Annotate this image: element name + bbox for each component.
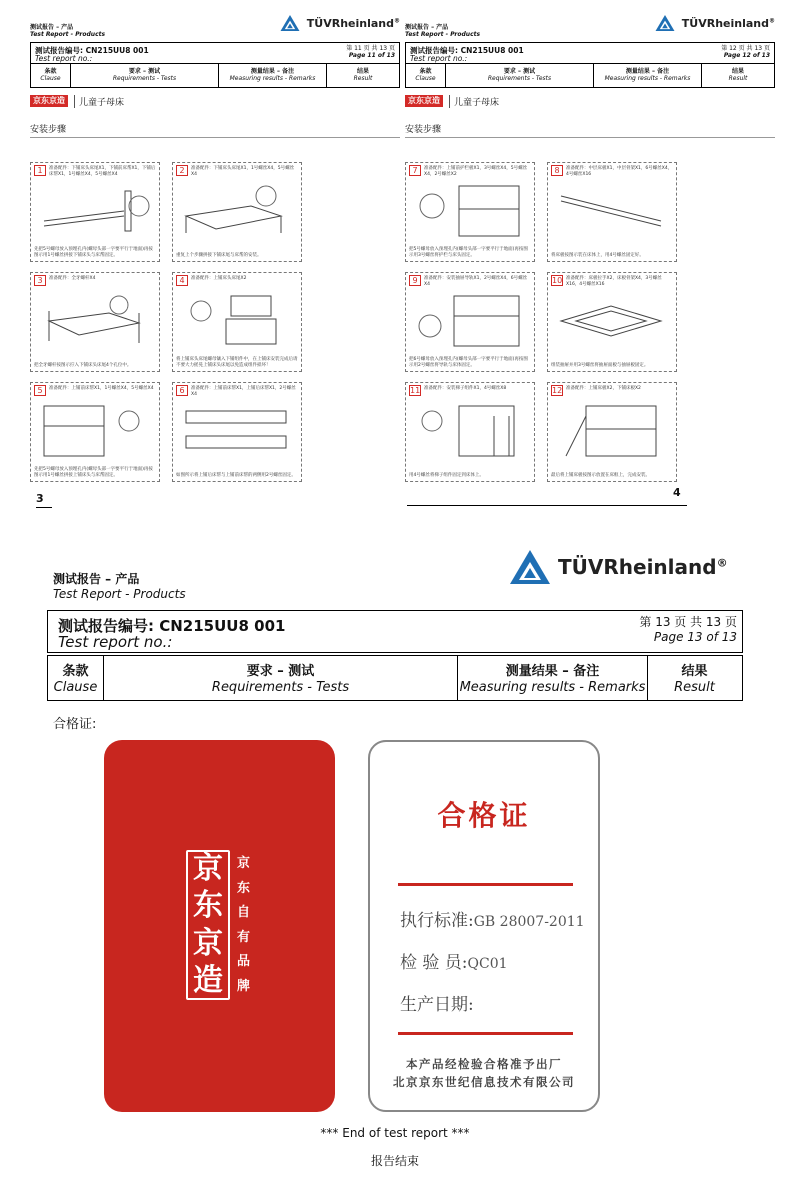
mini-header [30, 12, 400, 42]
step-panel [405, 382, 535, 482]
product-name: 儿童子母床 [449, 95, 499, 108]
step-parts: 准备配件：上铺前护栏板X1，3号螺丝X4，5号螺丝X4，2号螺丝X2 [424, 166, 528, 177]
mini-report-number: 测试报告编号: CN215UU8 001 [410, 46, 524, 55]
certificate-title: 合格证 [437, 799, 531, 832]
mini-brand-bar [30, 94, 400, 108]
mini-report-number-box [405, 42, 775, 64]
col-measuring: 测量结果 – 备注 Measuring results - Remarks [458, 656, 648, 700]
step-parts: 准备配件：上铺床头床尾X2 [191, 276, 247, 281]
bunk-bed-diagram-icon [414, 291, 528, 351]
thumbnail-page-11 [30, 12, 400, 512]
page-number-underline [36, 507, 52, 508]
step-parts: 准备配件：上铺前床帮X1，1号螺丝X4，5号螺丝X4 [49, 386, 154, 391]
mini-report-number-en: Test report no.: [35, 54, 93, 63]
jd-logo: 京东京造 [405, 95, 443, 107]
report-title-cn: 测试报告 – 产品 [53, 572, 140, 586]
step-caption: 先把5号螺母放入预埋孔内(螺母头部一字要平行于地面)再按图示用1号螺丝拼接上铺床头与床帮固定。 [34, 467, 153, 478]
jd-logo: 京东京造 [30, 95, 68, 107]
step-number: 8 [551, 165, 563, 176]
mini-column-headers [30, 64, 400, 88]
mini-title-en: Test Report - Products [30, 31, 106, 38]
page-indicator: 第 13 页 共 13 页 Page 13 of 13 [639, 615, 737, 644]
company-name: 北京京东世纪信息技术有限公司 [393, 1075, 575, 1089]
bed-diagram-icon [181, 291, 295, 351]
certificate-label: 合格证: [53, 717, 97, 732]
mini-page-number: 3 [36, 492, 44, 505]
mini-title-cn: 测试报告 – 产品 [405, 24, 449, 31]
bed-diagram-icon [181, 181, 295, 241]
step-parts: 准备配件：安装抽屉导轨X1，2号螺丝X4，6号螺丝X4 [424, 276, 528, 287]
rail-diagram-icon [181, 401, 295, 461]
step-panel [547, 272, 677, 372]
step-parts: 准备配件：全牙螺杆X4 [49, 276, 96, 281]
step-panel [405, 272, 535, 372]
col-requirements: 要求 – 测试 Requirements - Tests [71, 64, 219, 87]
mini-brand-bar [405, 94, 775, 108]
step-panel [547, 162, 677, 262]
inspector-row: 检 验 员:QC01 [400, 953, 508, 973]
mini-title-cn: 测试报告 – 产品 [30, 24, 74, 31]
step-parts: 准备配件：下铺床头床尾X1，下铺前床帮X1，下铺后床帮X1，1号螺丝X4，5号螺丝X4 [49, 166, 156, 177]
step-number: 3 [34, 275, 46, 286]
divider-bottom [398, 1032, 573, 1035]
col-measuring: 测量结果 – 备注 Measuring results - Remarks [594, 64, 702, 87]
tuv-logo [508, 548, 728, 586]
slat-diagram-icon [556, 181, 670, 241]
mini-title-en: Test Report - Products [405, 31, 481, 38]
finished-bed-icon [556, 401, 670, 461]
product-name: 儿童子母床 [74, 95, 124, 108]
report-number-en: Test report no.: [58, 633, 173, 651]
step-caption: 组装抽屉并用3号螺丝将抽屉面板与抽屉板固定。 [551, 362, 649, 368]
mini-page-indicator: 第 12 页 共 13 页 Page 12 of 13 [721, 45, 770, 59]
column-headers [47, 655, 743, 701]
step-caption: 最后将上铺床板按图示放置在床框上，完成安装。 [551, 472, 650, 478]
section-title: 安装步骤 [30, 122, 400, 138]
step-parts: 准备配件：上铺前床帮X1，上铺后床帮X1，2号螺丝X4 [191, 386, 296, 397]
mini-header [405, 12, 775, 42]
step-number: 1 [34, 165, 46, 176]
step-panel [172, 272, 302, 372]
mini-report-number-en: Test report no.: [410, 54, 468, 63]
step-caption: 先把5号螺母放入预埋孔内(螺母头部一字要平行于地面)再按图示用1号螺丝拼接下铺床头与床帮固定。 [34, 247, 153, 258]
step-caption: 把6号螺母放入预埋孔内(螺母头部一字要平行于地面)再按图示用2号螺丝将导轨与床体固定。 [409, 357, 528, 368]
bed-diagram-icon [39, 291, 153, 351]
col-clause: 条款 Clause [48, 656, 104, 700]
step-number: 4 [176, 275, 188, 286]
step-caption: 用4号螺丝将梯子组件固定到床体上。 [409, 472, 484, 478]
tuv-brand-text: TÜVRheinland® [681, 16, 775, 30]
step-caption: 将床板按图示装在床体上，用4号螺丝固定好。 [551, 252, 644, 258]
step-number: 10 [552, 276, 563, 285]
drawer-diagram-icon [556, 291, 670, 351]
tuv-logo [654, 14, 775, 32]
step-number: 5 [34, 385, 46, 396]
col-result: 结果 Result [728, 68, 748, 82]
certificate-card-back [368, 740, 600, 1112]
step-panel [547, 382, 677, 482]
col-clause: 条款 Clause [31, 64, 71, 87]
mini-report-title [405, 24, 480, 38]
mini-page-indicator: 第 11 页 共 13 页 Page 11 of 13 [346, 45, 395, 59]
mini-page-number: 4 [673, 486, 681, 499]
col-requirements: 要求 – 测试 Requirements - Tests [446, 64, 594, 87]
step-number: 6 [176, 385, 188, 396]
mini-report-number: 测试报告编号: CN215UU8 001 [35, 46, 149, 55]
step-number: 11 [410, 386, 421, 395]
step-panel [30, 382, 160, 482]
section-title: 安装步骤 [405, 122, 775, 138]
ladder-diagram-icon [414, 401, 528, 461]
step-caption: 把5号螺母放入预埋孔内(螺母头部一字要平行于地面)再按图示用3号螺丝将护栏与床头固定。 [409, 247, 528, 258]
step-parts: 准备配件：床板拉手X2，床板骨架X4，3号螺丝X16，4号螺丝X16 [566, 276, 662, 287]
step-number: 2 [176, 165, 188, 176]
step-number: 9 [409, 275, 421, 286]
step-number: 12 [552, 386, 563, 395]
tuv-triangle-icon [279, 14, 301, 32]
report-title-en: Test Report - Products [53, 587, 186, 601]
tuv-logo [279, 14, 400, 32]
step-caption: 把全牙螺杆按图示拧入下铺床头床尾4个孔位中。 [34, 362, 132, 368]
step-number: 7 [409, 165, 421, 176]
step-panel [30, 272, 160, 372]
tuv-triangle-icon [508, 548, 552, 586]
step-caption: 重复上个步骤拼接下铺床尾与床帮的安装。 [176, 252, 262, 258]
tuv-brand-text: TÜVRheinland® [306, 16, 400, 30]
col-requirements: 要求 – 测试 Requirements - Tests [104, 656, 458, 700]
end-of-report-en: *** End of test report *** [320, 1126, 470, 1140]
tuv-triangle-icon [654, 14, 676, 32]
tuv-brand-text: TÜVRheinland® [558, 555, 728, 579]
col-measuring: 测量结果 – 备注 Measuring results - Remarks [219, 64, 327, 87]
step-panel [30, 162, 160, 262]
mini-column-headers [405, 64, 775, 88]
report-number-box [47, 610, 743, 653]
production-date-row: 生产日期: [400, 995, 474, 1015]
step-panel [172, 162, 302, 262]
standard-row: 执行标准:GB 28007-2011 [400, 911, 585, 931]
step-panel [172, 382, 302, 482]
step-parts: 准备配件：安装梯子组件X1，4号螺丝X8 [424, 386, 507, 391]
report-number: 测试报告编号: CN215UU8 001 [58, 617, 286, 635]
step-parts: 准备配件：下铺床头床尾X1，1号螺丝X4，5号螺丝X4 [191, 166, 295, 177]
step-parts: 准备配件：中层床板X1，中层骨架X1，6号螺丝X4，4号螺丝X16 [566, 166, 673, 177]
bed-diagram-icon [39, 401, 153, 461]
col-result: 结果 Result [353, 68, 373, 82]
divider-top [398, 883, 573, 886]
jd-seal-logo: 京 东 京 造 [193, 850, 223, 999]
thumbnail-page-12 [405, 12, 775, 512]
mini-report-title [30, 24, 105, 38]
certificate-card-front [104, 740, 335, 1112]
step-panel [405, 162, 535, 262]
approval-text: 本产品经检验合格准予出厂 [406, 1057, 562, 1071]
bunk-bed-diagram-icon [414, 181, 528, 241]
brand-vertical-text: 京 东 自 有 品 牌 [237, 856, 251, 994]
col-clause: 条款 Clause [406, 64, 446, 87]
col-result: 结果 Result [674, 664, 715, 695]
step-parts: 准备配件：上铺床板X2，下铺床板X2 [566, 386, 641, 391]
end-of-report-cn: 报告结束 [370, 1154, 419, 1168]
page-number-underline [407, 505, 687, 506]
bed-diagram-icon [39, 181, 153, 241]
mini-report-number-box [30, 42, 400, 64]
step-caption: 将上铺床头床尾螺母镶入下铺组件中，在上铺床安装完成后请不要大力摇晃上铺床头床尾以免造成组件损坏！ [176, 357, 298, 368]
step-caption: 如图所示将上铺后床帮与上铺前床帮的两侧用2号螺丝固定。 [176, 472, 296, 478]
